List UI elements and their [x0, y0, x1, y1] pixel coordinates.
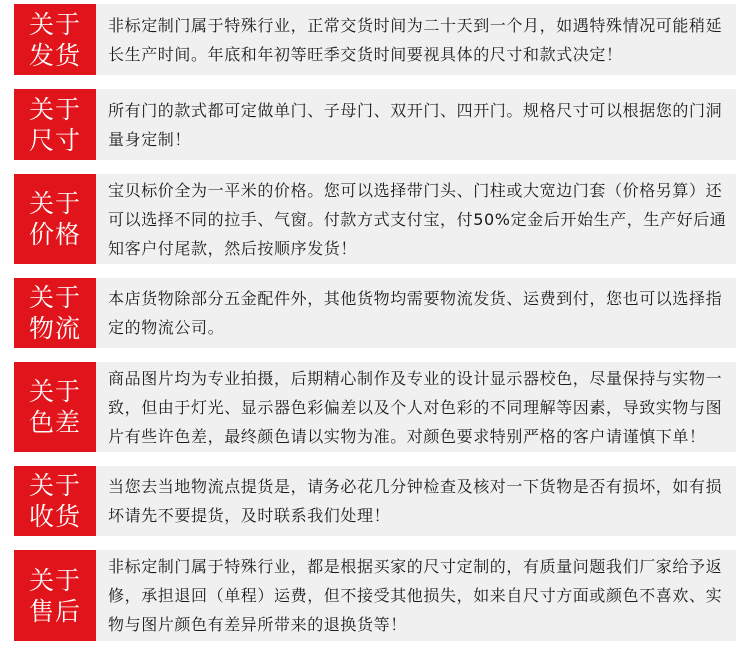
faq-text-content: 当您去当地物流点提货是，请务必花几分钟检查及核对一下货物是否有损坏，如有损坏请先不要提货，及时联系我们处理！ [108, 477, 723, 525]
faq-item-logistics [14, 278, 736, 348]
faq-text [108, 466, 728, 536]
faq-tag-line1: 关于 [28, 471, 81, 500]
faq-text-content: 宝贝标价全为一平米的价格。您可以选择带门头、门柱或大宽边门套（价格另算）还可以选择不同的拉手、气窗。付款方式支付宝，付50%定金后开始生产，生产好后通知客户付尾款，然后按顺序发货！ [108, 180, 727, 258]
faq-tag-line1: 关于 [28, 9, 81, 39]
faq-tag-line2: 收货 [28, 502, 81, 531]
faq-tag-line2: 物流 [28, 314, 81, 343]
faq-tag-line2: 发货 [28, 40, 81, 70]
faq-tag [14, 550, 96, 641]
faq-tag [14, 4, 96, 75]
faq-text-content: 所有门的款式都可定做单门、子母门、双开门、四开门。规格尺寸可以根据您的门洞量身定制！ [108, 100, 723, 149]
faq-tag-line1: 关于 [28, 283, 81, 312]
faq-text-content: 非标定制门属于特殊行业，正常交货时间为二十天到一个月，如遇特殊情况可能稍延长生产时间。年底和年初等旺季交货时间要视具体的尺寸和款式决定！ [108, 15, 723, 64]
faq-text-content: 商品图片均为专业拍摄，后期精心制作及专业的设计显示器校色，尽量保持与实物一致，但由于灯光、显示器色彩偏差以及个人对色彩的不同理解等因素，导致实物与图片有些许色差，最终颜色请以实物为准。对颜色要求特别严格的客户请谨慎下单！ [108, 368, 723, 446]
faq-tag-line2: 价格 [28, 220, 81, 249]
faq-tag-line1: 关于 [28, 377, 81, 406]
faq-tag-line2: 色差 [28, 408, 81, 437]
faq-item-price [14, 174, 736, 264]
faq-text-content: 本店货物除部分五金配件外，其他货物均需要物流发货、运费到付，您也可以选择指定的物流公司。 [108, 289, 723, 337]
faq-tag [14, 278, 96, 348]
faq-item-receiving [14, 466, 736, 536]
faq-tag-line2: 尺寸 [28, 125, 81, 155]
faq-text [108, 174, 728, 264]
faq-item-color-difference [14, 362, 736, 452]
faq-tag-line1: 关于 [28, 565, 81, 595]
faq-text [108, 278, 728, 348]
faq-tag [14, 466, 96, 536]
faq-tag-line1: 关于 [28, 94, 81, 124]
faq-item-size [14, 89, 736, 160]
faq-tag [14, 174, 96, 264]
faq-text [108, 4, 728, 75]
faq-text [108, 550, 728, 641]
faq-tag [14, 362, 96, 452]
faq-text [108, 362, 728, 452]
faq-item-shipping [14, 4, 736, 75]
faq-text [108, 89, 728, 160]
faq-tag-line2: 售后 [28, 596, 81, 626]
faq-tag-line1: 关于 [28, 189, 81, 218]
faq-item-after-sales [14, 550, 736, 641]
faq-tag [14, 89, 96, 160]
faq-text-content: 非标定制门属于特殊行业，都是根据买家的尺寸定制的，有质量问题我们厂家给予返修，承担退回（单程）运费，但不接受其他损失，如来自尺寸方面或颜色不喜欢、实物与图片颜色有差异所带来的退换货等！ [108, 557, 723, 634]
